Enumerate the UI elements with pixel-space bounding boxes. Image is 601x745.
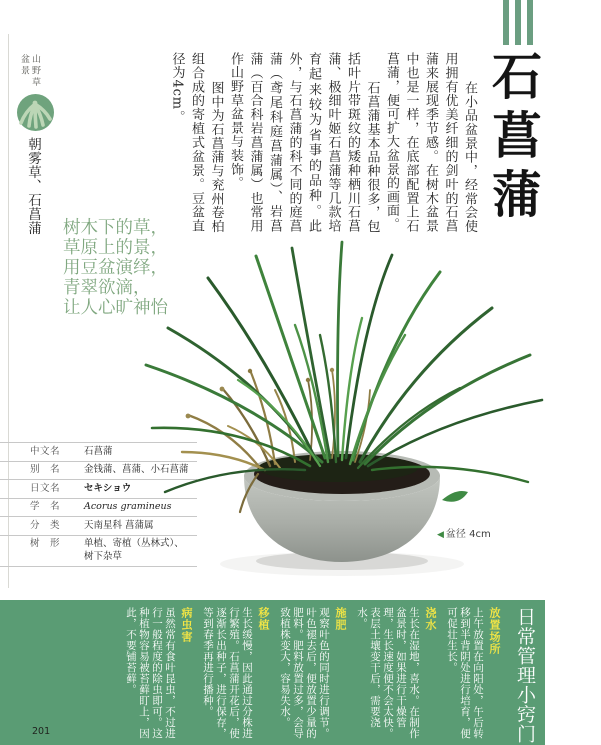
tip-heading: 放置场所 [488, 607, 501, 655]
intro-paragraph: 图中为石菖蒲与兖州卷柏组合成的寄植式盆景。豆盆直径为4cm。 [169, 52, 224, 233]
photo-caption-text: 盆径 4cm [445, 529, 491, 540]
tip-heading: 移植 [257, 607, 270, 631]
spec-value: 石菖蒲 [84, 445, 113, 457]
green-bar [503, 0, 509, 45]
slogan-line: 让人心旷神怡 [63, 298, 168, 318]
green-bar [527, 0, 533, 45]
tip-section-fertilizing [278, 607, 348, 740]
page-title: 石菖蒲 [484, 50, 543, 227]
spec-label: 分 类 [30, 519, 61, 531]
slogan-line: 草原上的景， [63, 238, 168, 258]
tip-section-watering [355, 607, 438, 740]
tips-panel [0, 600, 545, 745]
intro-paragraph: 石菖蒲基本品种很多，包括叶片带斑纹的矮种栖川石菖蒲、极细叶姬石菖蒲等几款培育起来较为省事的品种。此外，与石菖蒲的科不同的庭菖蒲（鸢尾科庭菖蒲属）、岩菖蒲（百合科岩菖蒲属）也常用作山野草盆景与装饰。 [228, 52, 380, 233]
spec-value: 金钱蒲、菖蒲、小石菖蒲 [84, 464, 189, 475]
tip-heading: 浇水 [424, 607, 437, 631]
leaf-icon [17, 94, 54, 131]
tips-content [117, 607, 539, 744]
tip-body: 虽然常有食叶昆虫，不过进行一般程度的除虫即可。这种植物容易被苔藓盯上，因此，不要铺苔藓。 [125, 607, 176, 739]
page-number: 201 [32, 726, 51, 737]
tip-body: 观察叶色的同时进行调节。叶色褪去后，便放置少量的肥料。肥料放置过多，会导致植株变大，容易失水。 [279, 607, 330, 739]
green-bar [515, 0, 521, 45]
title-bars-decoration [503, 0, 539, 49]
tip-body: 生长在湿地，喜水。在制作盆景时，如果进行干燥管理，生长速度便不会太快。表层土壤变干后，需要浇水。 [356, 607, 420, 739]
species-label: 朝雾草、石菖蒲 [25, 137, 41, 235]
spec-label: 日文名 [30, 482, 61, 494]
tips-title: 日常管理小窍门 [514, 607, 536, 744]
caption-leaf [442, 491, 468, 502]
spec-label: 学 名 [30, 501, 61, 512]
slogan-line: 青翠欲滴， [63, 278, 151, 298]
category-line: 山野草 [30, 54, 40, 89]
intro-text [167, 52, 479, 233]
spec-value: Acorus gramineus [84, 501, 172, 512]
photo-caption [437, 525, 491, 540]
slogan-line: 用豆盆演绎， [63, 258, 168, 278]
tip-section-pests [124, 607, 194, 740]
tip-body: 上午放置在向阳处，午后转移到半背阴处进行培育，便可促壮生长。 [446, 607, 484, 739]
spec-value: 天南星科 菖蒲属 [84, 519, 154, 531]
spec-value: セキショウ [84, 482, 132, 494]
tip-body: 生长缓慢，因此通过分株进行繁殖。石菖蒲开花后，使逐渐长出种子，进行保存，等到春季再进行播种。 [202, 607, 253, 739]
spec-label: 树 形 [30, 538, 61, 549]
leaf-badge [17, 94, 54, 131]
slogan-line: 树木下的草， [63, 218, 168, 238]
spec-label: 中文名 [30, 445, 61, 457]
intro-paragraph: 在小品盆景中，经常会使用拥有优美纤细的剑叶的石菖蒲来展现季节感。在树木盆景中也是一样，在底部配置上石菖蒲，便可扩大盆景的画面。 [384, 52, 477, 233]
spec-label: 别 名 [30, 464, 61, 475]
tip-heading: 施肥 [334, 607, 347, 631]
spec-value: 单植、寄植（丛林式）、树下杂草 [84, 538, 184, 562]
tip-section-placement [445, 607, 502, 740]
caption-arrow-icon: ◀ [437, 530, 444, 540]
tip-section-repotting [201, 607, 271, 740]
tip-heading: 病虫害 [180, 607, 193, 643]
category-line: 盆景 [19, 54, 29, 77]
